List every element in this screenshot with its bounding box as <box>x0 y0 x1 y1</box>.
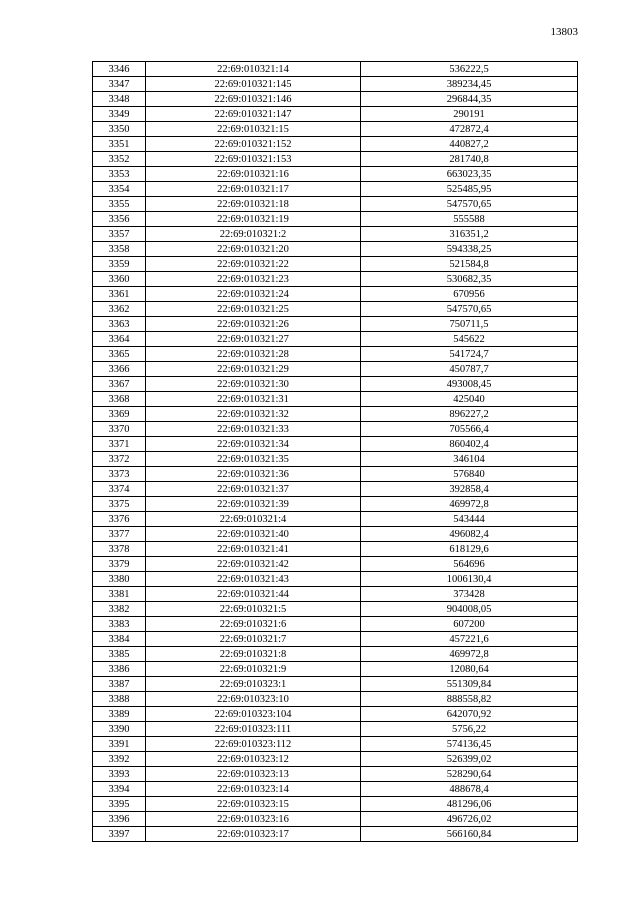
value-cell: 425040 <box>361 392 578 407</box>
row-number-cell: 3375 <box>93 497 146 512</box>
row-number-cell: 3354 <box>93 182 146 197</box>
cadastral-number-cell: 22:69:010321:16 <box>146 167 361 182</box>
value-cell: 481296,06 <box>361 797 578 812</box>
table-row <box>93 377 578 392</box>
table-row <box>93 362 578 377</box>
cadastral-number-cell: 22:69:010321:2 <box>146 227 361 242</box>
value-cell: 547570,65 <box>361 197 578 212</box>
value-cell: 547570,65 <box>361 302 578 317</box>
page-number: 13803 <box>550 26 578 38</box>
table-row <box>93 197 578 212</box>
table-row <box>93 677 578 692</box>
cadastral-number-cell: 22:69:010321:146 <box>146 92 361 107</box>
row-number-cell: 3356 <box>93 212 146 227</box>
value-cell: 896227,2 <box>361 407 578 422</box>
table-row <box>93 752 578 767</box>
row-number-cell: 3350 <box>93 122 146 137</box>
table-row <box>93 812 578 827</box>
table-row <box>93 287 578 302</box>
value-cell: 750711,5 <box>361 317 578 332</box>
row-number-cell: 3374 <box>93 482 146 497</box>
table-row <box>93 167 578 182</box>
value-cell: 526399,02 <box>361 752 578 767</box>
cadastral-number-cell: 22:69:010323:16 <box>146 812 361 827</box>
cadastral-number-cell: 22:69:010321:17 <box>146 182 361 197</box>
value-cell: 472872,4 <box>361 122 578 137</box>
row-number-cell: 3370 <box>93 422 146 437</box>
cadastral-number-cell: 22:69:010321:32 <box>146 407 361 422</box>
value-cell: 566160,84 <box>361 827 578 842</box>
table-row <box>93 227 578 242</box>
value-cell: 389234,45 <box>361 77 578 92</box>
value-cell: 576840 <box>361 467 578 482</box>
value-cell: 496082,4 <box>361 527 578 542</box>
row-number-cell: 3347 <box>93 77 146 92</box>
cadastral-number-cell: 22:69:010321:33 <box>146 422 361 437</box>
cadastral-number-cell: 22:69:010321:145 <box>146 77 361 92</box>
cadastral-number-cell: 22:69:010321:35 <box>146 452 361 467</box>
row-number-cell: 3387 <box>93 677 146 692</box>
row-number-cell: 3364 <box>93 332 146 347</box>
value-cell: 521584,8 <box>361 257 578 272</box>
row-number-cell: 3382 <box>93 602 146 617</box>
row-number-cell: 3366 <box>93 362 146 377</box>
table-row <box>93 632 578 647</box>
cadastral-number-cell: 22:69:010321:26 <box>146 317 361 332</box>
table-row <box>93 767 578 782</box>
cadastral-number-cell: 22:69:010321:5 <box>146 602 361 617</box>
row-number-cell: 3360 <box>93 272 146 287</box>
table-row <box>93 692 578 707</box>
row-number-cell: 3353 <box>93 167 146 182</box>
cadastral-number-cell: 22:69:010321:37 <box>146 482 361 497</box>
cadastral-number-cell: 22:69:010321:18 <box>146 197 361 212</box>
cadastral-number-cell: 22:69:010321:6 <box>146 617 361 632</box>
row-number-cell: 3385 <box>93 647 146 662</box>
value-cell: 346104 <box>361 452 578 467</box>
row-number-cell: 3349 <box>93 107 146 122</box>
table-row <box>93 797 578 812</box>
cadastral-number-cell: 22:69:010321:43 <box>146 572 361 587</box>
value-cell: 290191 <box>361 107 578 122</box>
table-row <box>93 77 578 92</box>
table-row <box>93 467 578 482</box>
value-cell: 888558,82 <box>361 692 578 707</box>
table-row <box>93 137 578 152</box>
value-cell: 440827,2 <box>361 137 578 152</box>
table-row <box>93 107 578 122</box>
row-number-cell: 3352 <box>93 152 146 167</box>
table-row <box>93 662 578 677</box>
cadastral-number-cell: 22:69:010321:27 <box>146 332 361 347</box>
value-cell: 543444 <box>361 512 578 527</box>
table-row <box>93 647 578 662</box>
value-cell: 705566,4 <box>361 422 578 437</box>
value-cell: 12080,64 <box>361 662 578 677</box>
cadastral-number-cell: 22:69:010321:152 <box>146 137 361 152</box>
cadastral-number-cell: 22:69:010323:112 <box>146 737 361 752</box>
value-cell: 594338,25 <box>361 242 578 257</box>
cadastral-number-cell: 22:69:010321:19 <box>146 212 361 227</box>
table-row <box>93 497 578 512</box>
value-cell: 530682,35 <box>361 272 578 287</box>
row-number-cell: 3365 <box>93 347 146 362</box>
cadastral-number-cell: 22:69:010321:30 <box>146 377 361 392</box>
cadastral-number-cell: 22:69:010323:12 <box>146 752 361 767</box>
value-cell: 525485,95 <box>361 182 578 197</box>
cadastral-number-cell: 22:69:010323:1 <box>146 677 361 692</box>
cadastral-number-cell: 22:69:010321:8 <box>146 647 361 662</box>
cadastral-number-cell: 22:69:010323:14 <box>146 782 361 797</box>
table-row <box>93 392 578 407</box>
cadastral-number-cell: 22:69:010321:41 <box>146 542 361 557</box>
table-row <box>93 407 578 422</box>
table-row <box>93 182 578 197</box>
value-cell: 5756,22 <box>361 722 578 737</box>
cadastral-number-cell: 22:69:010321:14 <box>146 62 361 77</box>
row-number-cell: 3386 <box>93 662 146 677</box>
value-cell: 904008,05 <box>361 602 578 617</box>
row-number-cell: 3393 <box>93 767 146 782</box>
row-number-cell: 3394 <box>93 782 146 797</box>
cadastral-number-cell: 22:69:010323:104 <box>146 707 361 722</box>
table-row <box>93 152 578 167</box>
cadastral-number-cell: 22:69:010321:153 <box>146 152 361 167</box>
row-number-cell: 3346 <box>93 62 146 77</box>
row-number-cell: 3357 <box>93 227 146 242</box>
value-cell: 528290,64 <box>361 767 578 782</box>
row-number-cell: 3355 <box>93 197 146 212</box>
row-number-cell: 3371 <box>93 437 146 452</box>
table-row <box>93 257 578 272</box>
table-row <box>93 332 578 347</box>
cadastral-number-cell: 22:69:010321:7 <box>146 632 361 647</box>
table-row <box>93 347 578 362</box>
row-number-cell: 3367 <box>93 377 146 392</box>
cadastral-number-cell: 22:69:010321:34 <box>146 437 361 452</box>
cadastral-number-cell: 22:69:010321:25 <box>146 302 361 317</box>
table-row <box>93 302 578 317</box>
cadastral-number-cell: 22:69:010321:9 <box>146 662 361 677</box>
value-cell: 281740,8 <box>361 152 578 167</box>
cadastral-number-cell: 22:69:010321:28 <box>146 347 361 362</box>
cadastral-number-cell: 22:69:010321:24 <box>146 287 361 302</box>
value-cell: 618129,6 <box>361 542 578 557</box>
table-row <box>93 707 578 722</box>
row-number-cell: 3361 <box>93 287 146 302</box>
table-row <box>93 512 578 527</box>
cadastral-number-cell: 22:69:010321:23 <box>146 272 361 287</box>
row-number-cell: 3396 <box>93 812 146 827</box>
value-cell: 663023,35 <box>361 167 578 182</box>
table-row <box>93 437 578 452</box>
value-cell: 670956 <box>361 287 578 302</box>
row-number-cell: 3378 <box>93 542 146 557</box>
row-number-cell: 3384 <box>93 632 146 647</box>
cadastral-number-cell: 22:69:010321:147 <box>146 107 361 122</box>
row-number-cell: 3395 <box>93 797 146 812</box>
table-row <box>93 212 578 227</box>
row-number-cell: 3376 <box>93 512 146 527</box>
row-number-cell: 3380 <box>93 572 146 587</box>
row-number-cell: 3369 <box>93 407 146 422</box>
row-number-cell: 3379 <box>93 557 146 572</box>
row-number-cell: 3362 <box>93 302 146 317</box>
table-row <box>93 542 578 557</box>
table-row <box>93 572 578 587</box>
value-cell: 469972,8 <box>361 497 578 512</box>
row-number-cell: 3390 <box>93 722 146 737</box>
row-number-cell: 3389 <box>93 707 146 722</box>
cadastral-number-cell: 22:69:010323:10 <box>146 692 361 707</box>
table-row <box>93 782 578 797</box>
row-number-cell: 3381 <box>93 587 146 602</box>
table-row <box>93 122 578 137</box>
value-cell: 496726,02 <box>361 812 578 827</box>
table-row <box>93 92 578 107</box>
value-cell: 541724,7 <box>361 347 578 362</box>
cadastral-number-cell: 22:69:010321:22 <box>146 257 361 272</box>
table-row <box>93 527 578 542</box>
cadastral-number-cell: 22:69:010323:13 <box>146 767 361 782</box>
value-cell: 545622 <box>361 332 578 347</box>
row-number-cell: 3363 <box>93 317 146 332</box>
row-number-cell: 3358 <box>93 242 146 257</box>
row-number-cell: 3348 <box>93 92 146 107</box>
table-row <box>93 827 578 842</box>
value-cell: 296844,35 <box>361 92 578 107</box>
value-cell: 1006130,4 <box>361 572 578 587</box>
cadastral-number-cell: 22:69:010323:111 <box>146 722 361 737</box>
row-number-cell: 3351 <box>93 137 146 152</box>
cadastral-number-cell: 22:69:010321:29 <box>146 362 361 377</box>
table-row <box>93 587 578 602</box>
table-row <box>93 317 578 332</box>
value-cell: 607200 <box>361 617 578 632</box>
row-number-cell: 3372 <box>93 452 146 467</box>
value-cell: 642070,92 <box>361 707 578 722</box>
row-number-cell: 3359 <box>93 257 146 272</box>
row-number-cell: 3392 <box>93 752 146 767</box>
cadastral-number-cell: 22:69:010321:39 <box>146 497 361 512</box>
row-number-cell: 3373 <box>93 467 146 482</box>
row-number-cell: 3391 <box>93 737 146 752</box>
row-number-cell: 3377 <box>93 527 146 542</box>
row-number-cell: 3397 <box>93 827 146 842</box>
value-cell: 860402,4 <box>361 437 578 452</box>
value-cell: 493008,45 <box>361 377 578 392</box>
table-body <box>93 62 578 842</box>
table-row <box>93 617 578 632</box>
cadastral-number-cell: 22:69:010323:15 <box>146 797 361 812</box>
table-row <box>93 482 578 497</box>
value-cell: 536222,5 <box>361 62 578 77</box>
cadastral-number-cell: 22:69:010321:36 <box>146 467 361 482</box>
cadastral-number-cell: 22:69:010321:44 <box>146 587 361 602</box>
cadastral-number-cell: 22:69:010321:42 <box>146 557 361 572</box>
table-row <box>93 557 578 572</box>
row-number-cell: 3368 <box>93 392 146 407</box>
row-number-cell: 3383 <box>93 617 146 632</box>
value-cell: 488678,4 <box>361 782 578 797</box>
value-cell: 551309,84 <box>361 677 578 692</box>
value-cell: 316351,2 <box>361 227 578 242</box>
table-row <box>93 737 578 752</box>
table-row <box>93 272 578 287</box>
value-cell: 469972,8 <box>361 647 578 662</box>
value-cell: 450787,7 <box>361 362 578 377</box>
value-cell: 555588 <box>361 212 578 227</box>
value-cell: 574136,45 <box>361 737 578 752</box>
cadastral-number-cell: 22:69:010321:4 <box>146 512 361 527</box>
table-row <box>93 452 578 467</box>
cadastral-number-cell: 22:69:010321:20 <box>146 242 361 257</box>
table-row <box>93 62 578 77</box>
cadastral-number-cell: 22:69:010321:40 <box>146 527 361 542</box>
cadastral-number-cell: 22:69:010321:15 <box>146 122 361 137</box>
value-cell: 392858,4 <box>361 482 578 497</box>
table-row <box>93 722 578 737</box>
value-cell: 373428 <box>361 587 578 602</box>
cadastral-value-table <box>92 61 578 842</box>
row-number-cell: 3388 <box>93 692 146 707</box>
table-row <box>93 242 578 257</box>
value-cell: 564696 <box>361 557 578 572</box>
cadastral-number-cell: 22:69:010321:31 <box>146 392 361 407</box>
cadastral-number-cell: 22:69:010323:17 <box>146 827 361 842</box>
value-cell: 457221,6 <box>361 632 578 647</box>
table-row <box>93 602 578 617</box>
table-row <box>93 422 578 437</box>
